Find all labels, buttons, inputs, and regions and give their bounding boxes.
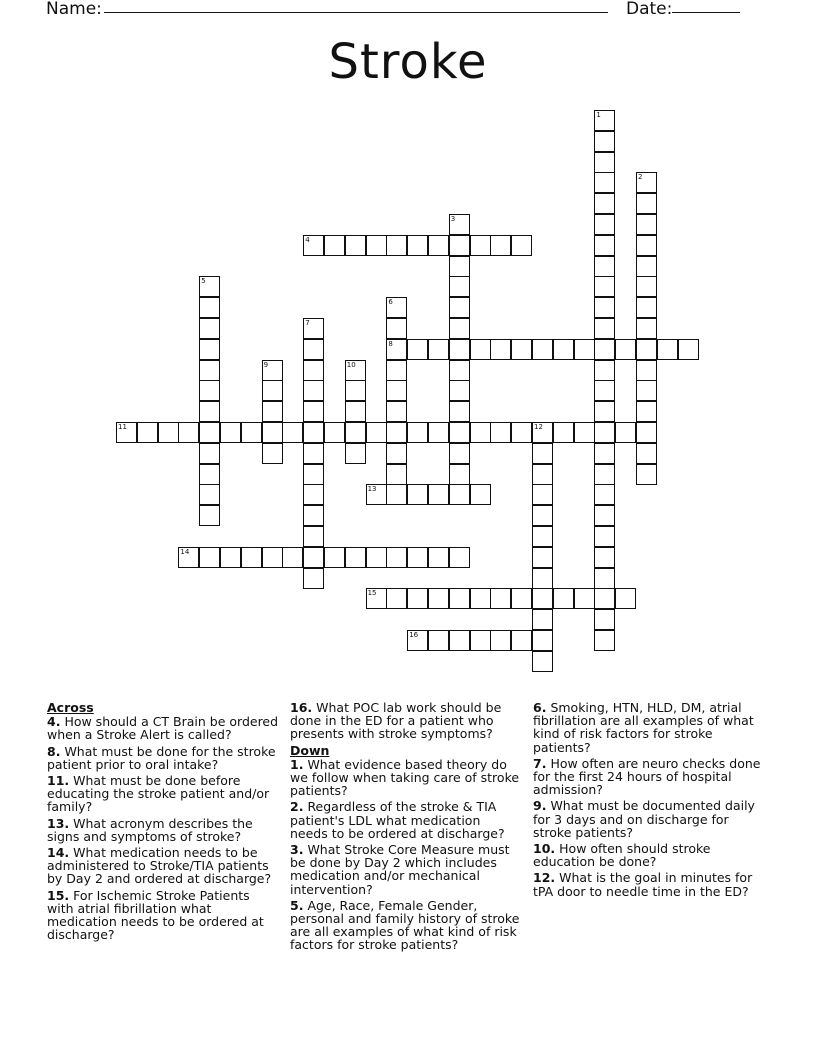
clue-number: 2 (638, 173, 643, 182)
grid-cell[interactable] (636, 360, 657, 381)
grid-cell[interactable] (594, 609, 615, 630)
grid-cell[interactable] (199, 484, 220, 505)
grid-cell[interactable] (262, 360, 283, 381)
grid-cell[interactable] (636, 235, 657, 256)
clue-across-4: 4. How should a CT Brain be ordered when a Stroke Alert is called? (47, 714, 279, 743)
grid-cell[interactable] (303, 526, 324, 547)
clue-across-16: 16. What POC lab work should be done in the ED for a patient who presents with stroke symptoms? (290, 700, 502, 742)
grid-cell[interactable] (428, 484, 449, 505)
grid-cell[interactable] (594, 131, 615, 152)
grid-cell[interactable] (366, 235, 387, 256)
grid-cell[interactable] (407, 339, 428, 360)
grid-cell[interactable] (594, 360, 615, 381)
grid-cell[interactable] (386, 318, 407, 339)
grid-cell[interactable] (282, 422, 303, 443)
name-label: Name: (46, 0, 102, 19)
grid-cell[interactable] (532, 630, 553, 651)
grid-cell[interactable] (449, 443, 470, 464)
grid-cell[interactable] (532, 609, 553, 630)
clue-number: 3 (450, 215, 456, 223)
clue-down-1: 1. What evidence based theory do we follow when taking care of stroke patients? (290, 756, 520, 799)
grid-cell[interactable] (594, 443, 615, 464)
grid-cell[interactable] (449, 235, 470, 256)
grid-cell[interactable] (594, 339, 615, 360)
grid-cell[interactable] (636, 297, 657, 318)
grid-cell[interactable] (262, 401, 283, 422)
grid-cell[interactable] (553, 339, 574, 360)
date-label: Date: (626, 0, 673, 19)
grid-cell[interactable] (303, 505, 324, 526)
grid-cell[interactable] (636, 401, 657, 422)
grid-cell[interactable] (199, 318, 220, 339)
grid-cell[interactable] (657, 339, 678, 360)
grid-cell[interactable] (428, 630, 449, 651)
grid-cell[interactable] (199, 547, 220, 568)
grid-cell[interactable] (199, 505, 220, 526)
grid-cell[interactable] (511, 630, 532, 651)
grid-cell[interactable] (386, 360, 407, 381)
clue-number: 7 (305, 319, 310, 327)
grid-cell[interactable] (345, 235, 366, 256)
grid-cell[interactable] (636, 214, 657, 235)
grid-cell[interactable] (594, 297, 615, 318)
grid-cell[interactable] (407, 422, 428, 443)
grid-cell[interactable] (532, 568, 553, 589)
grid-cell[interactable] (241, 547, 262, 568)
grid-cell[interactable] (594, 152, 615, 173)
grid-cell[interactable] (574, 339, 595, 360)
grid-cell[interactable] (532, 443, 553, 464)
grid-cell[interactable] (449, 484, 470, 505)
grid-cell[interactable] (594, 526, 615, 547)
grid-cell[interactable] (449, 422, 470, 443)
clue-down-5: 5. Age, Race, Female Gender, personal and family history of stroke are all examples of what kind of risk factors for stroke patients? (290, 897, 520, 953)
clue-across-8: 8. What must be done for the stroke patient prior to oral intake? (47, 743, 276, 772)
grid-cell[interactable] (594, 547, 615, 568)
grid-cell[interactable] (386, 464, 407, 485)
grid-cell[interactable] (303, 235, 324, 256)
grid-cell[interactable] (449, 401, 470, 422)
grid-cell[interactable] (636, 443, 657, 464)
grid-cell[interactable] (574, 588, 595, 609)
grid-cell[interactable] (636, 193, 657, 214)
grid-cell[interactable] (449, 276, 470, 297)
grid-cell[interactable] (428, 235, 449, 256)
grid-cell[interactable] (449, 360, 470, 381)
grid-cell[interactable] (199, 422, 220, 443)
grid-cell[interactable] (553, 588, 574, 609)
grid-cell[interactable] (532, 526, 553, 547)
grid-cell[interactable] (636, 256, 657, 277)
grid-cell[interactable] (490, 422, 511, 443)
clue-down-7: 7. How often are neuro checks done for the first 24 hours of hospital admission? (533, 755, 761, 798)
clue-number: 14 (180, 547, 190, 556)
grid-cell[interactable] (241, 422, 262, 443)
grid-cell[interactable] (594, 193, 615, 214)
grid-cell[interactable] (678, 339, 699, 360)
grid-cell[interactable] (386, 401, 407, 422)
grid-cell[interactable] (428, 547, 449, 568)
grid-cell[interactable] (594, 505, 615, 526)
grid-cell[interactable] (594, 422, 615, 443)
grid-cell[interactable] (636, 422, 657, 443)
grid-cell[interactable] (407, 588, 428, 609)
grid-cell[interactable] (594, 318, 615, 339)
clue-number: 10 (346, 360, 356, 369)
grid-cell[interactable] (532, 464, 553, 485)
grid-cell[interactable] (220, 547, 241, 568)
grid-cell[interactable] (636, 172, 657, 193)
across-heading: Across (47, 700, 94, 715)
grid-cell[interactable] (470, 422, 491, 443)
grid-cell[interactable] (594, 630, 615, 651)
grid-cell[interactable] (594, 380, 615, 401)
grid-cell[interactable] (532, 505, 553, 526)
grid-cell[interactable] (303, 422, 324, 443)
clue-across-11: 11. What must be done before educating the stroke patient and/or family? (47, 773, 270, 815)
grid-cell[interactable] (345, 422, 366, 443)
grid-cell[interactable] (428, 588, 449, 609)
grid-cell[interactable] (532, 422, 553, 443)
grid-cell[interactable] (199, 401, 220, 422)
grid-cell[interactable] (345, 401, 366, 422)
grid-cell[interactable] (490, 339, 511, 360)
grid-cell[interactable] (449, 380, 470, 401)
puzzle-title: Stroke (328, 34, 488, 90)
grid-cell[interactable] (594, 484, 615, 505)
clue-number: 12 (534, 423, 543, 431)
grid-cell[interactable] (532, 547, 553, 568)
grid-cell[interactable] (532, 484, 553, 505)
grid-cell[interactable] (449, 588, 470, 609)
grid-cell[interactable] (303, 484, 324, 505)
grid-cell[interactable] (303, 401, 324, 422)
grid-cell[interactable] (511, 422, 532, 443)
grid-cell[interactable] (199, 276, 220, 297)
grid-cell[interactable] (178, 422, 199, 443)
grid-cell[interactable] (470, 630, 491, 651)
clue-number: 11 (118, 423, 127, 431)
grid-cell[interactable] (158, 422, 179, 443)
grid-cell[interactable] (511, 588, 532, 609)
grid-cell[interactable] (594, 464, 615, 485)
grid-cell[interactable] (449, 339, 470, 360)
clue-number: 4 (305, 235, 310, 244)
clue-column-1 (47, 701, 279, 944)
clue-number: 5 (201, 277, 206, 286)
grid-cell[interactable] (262, 380, 283, 401)
grid-cell[interactable] (594, 256, 615, 277)
grid-cell[interactable] (594, 401, 615, 422)
grid-cell[interactable] (636, 464, 657, 485)
clue-number: 16 (409, 631, 419, 639)
clue-number: 1 (596, 111, 601, 119)
grid-cell[interactable] (407, 484, 428, 505)
grid-cell[interactable] (178, 547, 199, 568)
grid-cell[interactable] (449, 547, 470, 568)
grid-cell[interactable] (470, 484, 491, 505)
grid-cell[interactable] (470, 235, 491, 256)
grid-cell[interactable] (449, 256, 470, 277)
grid-cell[interactable] (511, 235, 532, 256)
grid-cell[interactable] (199, 297, 220, 318)
grid-cell[interactable] (366, 422, 387, 443)
grid-cell[interactable] (366, 484, 387, 505)
grid-cell[interactable] (137, 422, 158, 443)
grid-cell[interactable] (303, 443, 324, 464)
clue-number: 13 (367, 485, 377, 494)
grid-cell[interactable] (574, 422, 595, 443)
grid-cell[interactable] (282, 547, 303, 568)
grid-cell[interactable] (303, 360, 324, 381)
grid-cell[interactable] (594, 276, 615, 297)
grid-cell[interactable] (386, 547, 407, 568)
grid-cell[interactable] (262, 547, 283, 568)
grid-cell[interactable] (636, 318, 657, 339)
grid-cell[interactable] (449, 630, 470, 651)
grid-cell[interactable] (532, 339, 553, 360)
grid-cell[interactable] (636, 276, 657, 297)
grid-cell[interactable] (199, 380, 220, 401)
grid-cell[interactable] (303, 380, 324, 401)
grid-cell[interactable] (490, 235, 511, 256)
clue-down-10: 10. How often should stroke education be done? (533, 841, 711, 870)
grid-cell[interactable] (407, 235, 428, 256)
grid-cell[interactable] (386, 422, 407, 443)
clue-down-6: 6. Smoking, HTN, HLD, DM, atrial fibrillation are all examples of what kind of risk factors for stroke patients? (533, 700, 754, 755)
grid-cell[interactable] (303, 464, 324, 485)
grid-cell[interactable] (303, 339, 324, 360)
grid-cell[interactable] (366, 588, 387, 609)
grid-cell[interactable] (262, 443, 283, 464)
grid-cell[interactable] (449, 297, 470, 318)
clue-down-3: 3. What Stroke Core Measure must be done by Day 2 which includes medication and/or mechanical intervention? (290, 842, 510, 897)
grid-cell[interactable] (386, 297, 407, 318)
clue-column-3 (533, 701, 765, 901)
grid-cell[interactable] (407, 630, 428, 651)
grid-cell[interactable] (407, 547, 428, 568)
grid-cell[interactable] (303, 318, 324, 339)
clue-across-15: 15. For Ischemic Stroke Patients with atrial fibrillation what medication needs to be ordered at discharge? (47, 887, 264, 943)
clue-number: 8 (388, 339, 393, 348)
grid-cell[interactable] (386, 484, 407, 505)
grid-cell[interactable] (220, 422, 241, 443)
grid-cell[interactable] (449, 318, 470, 339)
grid-cell[interactable] (386, 443, 407, 464)
grid-cell[interactable] (324, 547, 345, 568)
grid-cell[interactable] (532, 651, 553, 672)
grid-cell[interactable] (345, 380, 366, 401)
grid-cell[interactable] (199, 464, 220, 485)
grid-cell[interactable] (303, 547, 324, 568)
grid-cell[interactable] (324, 422, 345, 443)
down-heading: Down (290, 742, 330, 758)
grid-cell[interactable] (594, 172, 615, 193)
grid-cell[interactable] (594, 110, 615, 131)
grid-cell[interactable] (594, 235, 615, 256)
grid-cell[interactable] (428, 339, 449, 360)
clue-down-9: 9. What must be documented daily for 3 days and on discharge for stroke patients? (533, 798, 755, 840)
grid-cell[interactable] (615, 339, 636, 360)
grid-cell[interactable] (386, 235, 407, 256)
grid-cell[interactable] (594, 588, 615, 609)
grid-cell[interactable] (303, 568, 324, 589)
grid-cell[interactable] (199, 339, 220, 360)
grid-cell[interactable] (511, 339, 532, 360)
clue-down-2: 2. Regardless of the stroke & TIA patient's LDL what medication needs to be ordered at discharge? (290, 799, 505, 841)
grid-cell[interactable] (199, 443, 220, 464)
grid-cell[interactable] (553, 422, 574, 443)
grid-cell[interactable] (594, 214, 615, 235)
grid-cell[interactable] (386, 588, 407, 609)
clue-number: 9 (263, 360, 269, 369)
grid-cell[interactable] (470, 588, 491, 609)
grid-cell[interactable] (262, 422, 283, 443)
grid-cell[interactable] (345, 360, 366, 381)
grid-cell[interactable] (490, 630, 511, 651)
clue-number: 15 (367, 589, 377, 598)
grid-cell[interactable] (594, 568, 615, 589)
clue-across-13: 13. What acronym describes the signs and symptoms of stroke? (47, 815, 253, 844)
grid-cell[interactable] (428, 422, 449, 443)
grid-cell[interactable] (386, 339, 407, 360)
grid-cell[interactable] (449, 214, 470, 235)
grid-cell[interactable] (636, 339, 657, 360)
clue-across-14: 14. What medication needs to be administered to Stroke/TIA patients by Day 2 and ordered at discharge? (47, 845, 272, 887)
grid-cell[interactable] (532, 588, 553, 609)
clue-column-2 (290, 701, 522, 955)
grid-cell[interactable] (449, 464, 470, 485)
grid-cell[interactable] (324, 235, 345, 256)
grid-cell[interactable] (345, 547, 366, 568)
grid-cell[interactable] (615, 422, 636, 443)
grid-cell[interactable] (345, 443, 366, 464)
grid-cell[interactable] (636, 380, 657, 401)
grid-cell[interactable] (116, 422, 137, 443)
grid-cell[interactable] (386, 380, 407, 401)
clue-number: 6 (388, 298, 393, 307)
grid-cell[interactable] (199, 360, 220, 381)
grid-cell[interactable] (490, 588, 511, 609)
grid-cell[interactable] (615, 588, 636, 609)
grid-cell[interactable] (366, 547, 387, 568)
grid-cell[interactable] (470, 339, 491, 360)
clue-down-12: 12. What is the goal in minutes for tPA door to needle time in the ED? (533, 870, 753, 899)
